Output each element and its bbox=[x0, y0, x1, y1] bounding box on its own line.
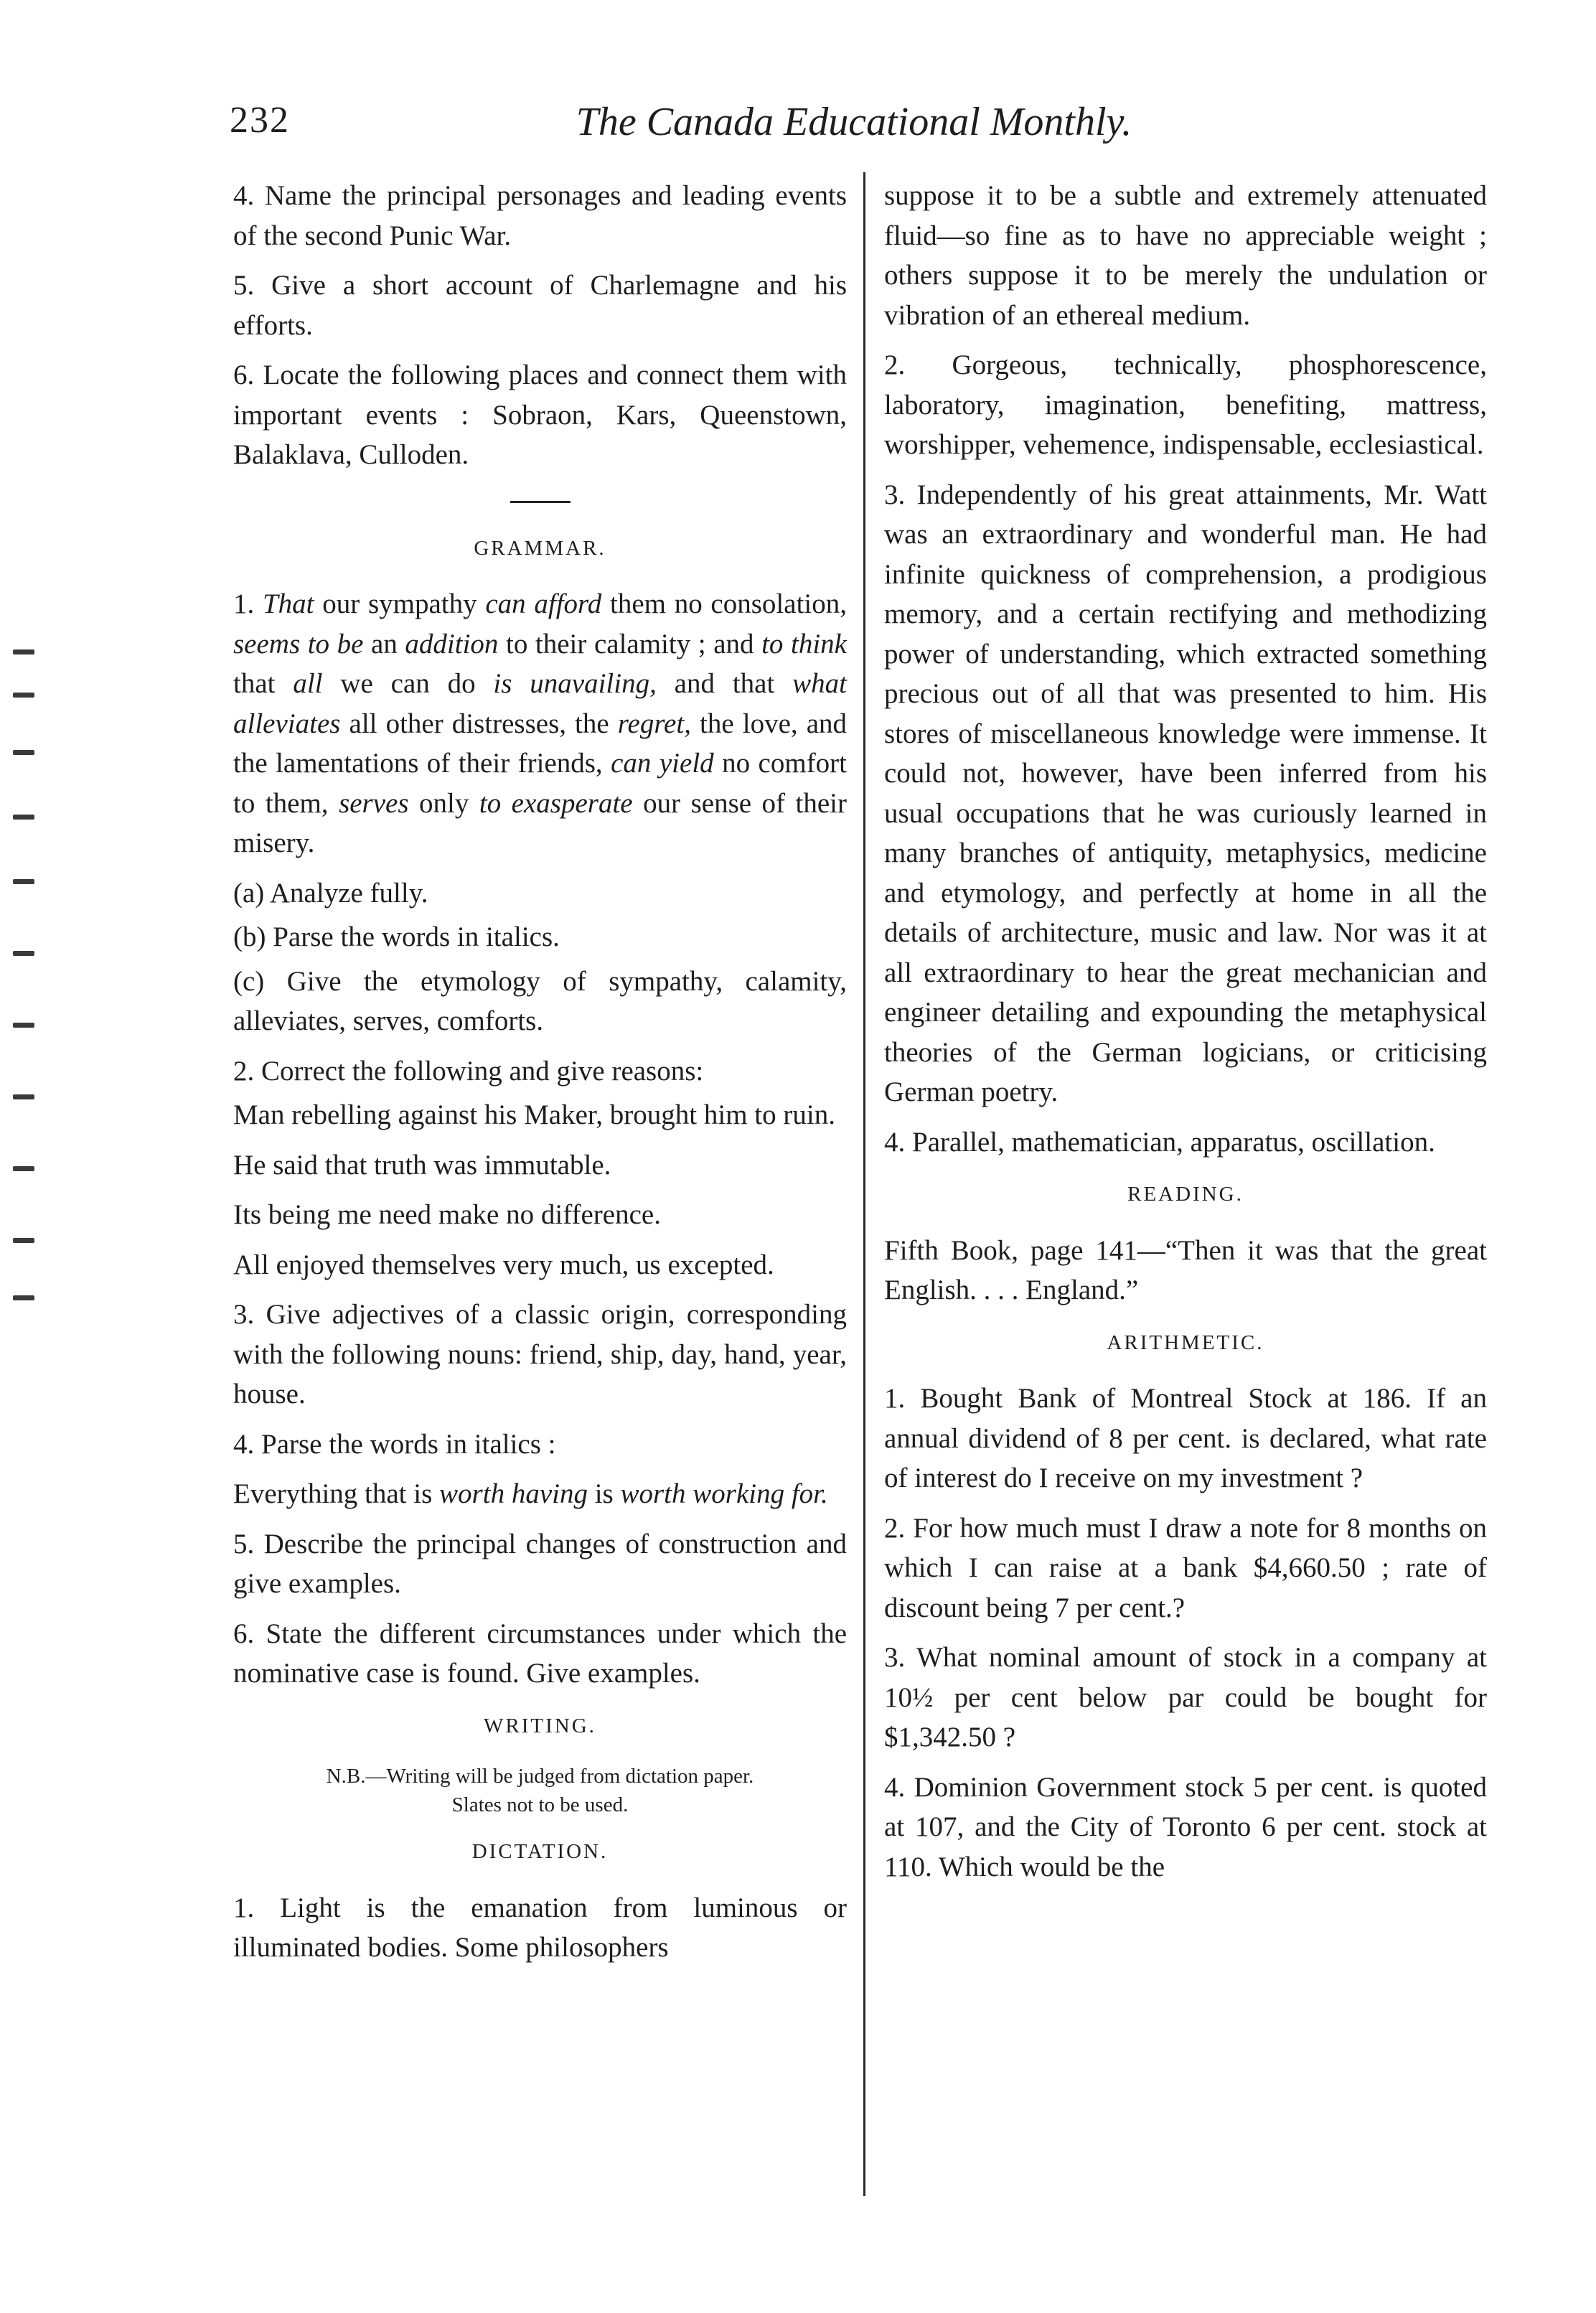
binding-mark bbox=[13, 1295, 34, 1300]
dictation-text: 1. Light is the emanation from luminous or illuminated bodies. Some philosophers bbox=[233, 1892, 847, 1963]
column-divider bbox=[863, 172, 865, 2196]
grammar-question-5: 5. Describe the principal changes of construction and give examples. bbox=[233, 1528, 847, 1599]
writing-note-line: N.B.—Writing will be judged from dictation paper. bbox=[326, 1765, 754, 1788]
left-column bbox=[233, 176, 847, 1978]
binding-marks bbox=[7, 649, 50, 1310]
history-question-6: 6. Locate the following places and connect them with important events : Sobraon, Kars, Queenstown, Balaklava, Culloden. bbox=[233, 360, 847, 470]
page-header bbox=[230, 99, 1478, 156]
reading-heading: READING. bbox=[1127, 1183, 1244, 1206]
history-question-4: 4. Name the principal personages and leading events of the second Punic War. bbox=[233, 180, 847, 251]
binding-mark bbox=[13, 1238, 34, 1243]
right-column bbox=[884, 176, 1487, 1897]
binding-mark bbox=[13, 1023, 34, 1028]
binding-mark bbox=[13, 1166, 34, 1171]
grammar-question-2: 2. Correct the following and give reasons: bbox=[233, 1055, 704, 1087]
grammar-question-4: 4. Parse the words in italics : bbox=[233, 1428, 556, 1460]
binding-mark bbox=[13, 879, 34, 884]
writing-note bbox=[233, 1762, 847, 1819]
arithmetic-question-4: 4. Dominion Government stock 5 per cent. is quoted at 107, and the City of Toronto 6 per cent. stock at 110. Which would be the bbox=[884, 1771, 1487, 1882]
grammar-question-6: 6. State the different circumstances under which the nominative case is found. Give examples. bbox=[233, 1618, 847, 1689]
dictation-question-3: 3. Independently of his great attainments, Mr. Watt was an extraordinary and wonderful man. He had infinite quickness of comprehension, a prodigious memory, and a certain rectifying and methodizing power of understanding, which extracted something precious out of all that was presented to him. His stores of miscellaneous knowledge were immense. It could not, however, have been inferred from his usual occupations that he was curiously learned in many branches of antiquity, metaphysics, medicine and etymology, and perfectly at home in all the details of architecture, music and law. Nor was it at all extraordinary to hear the great mechanician and engineer detailing and expounding the metaphysical theories of the German logicians, or criticising German poetry. bbox=[884, 479, 1487, 1107]
section-rule bbox=[510, 501, 571, 503]
dictation-question-2: 2. Gorgeous, technically, phosphorescence, laboratory, imagination, benefiting, mattress, worshipper, vehemence, indispensable, ecclesiastical. bbox=[884, 349, 1487, 460]
history-question-5: 5. Give a short account of Charlemagne and his efforts. bbox=[233, 270, 847, 341]
journal-title: The Canada Educational Monthly. bbox=[576, 100, 1132, 144]
arithmetic-question-3: 3. What nominal amount of stock in a company at 10½ per cent below par could be bought for $1,342.50 ? bbox=[884, 1642, 1487, 1753]
binding-mark bbox=[13, 693, 34, 698]
grammar-sub-a: (a) Analyze fully. bbox=[233, 877, 428, 909]
binding-mark bbox=[13, 649, 34, 655]
dictation-heading: DICTATION. bbox=[471, 1840, 609, 1863]
grammar-question-3: 3. Give adjectives of a classic origin, corresponding with the following nouns: friend, ship, day, hand, year, house. bbox=[233, 1299, 847, 1409]
page-number: 232 bbox=[230, 100, 290, 141]
writing-heading: WRITING. bbox=[484, 1714, 596, 1737]
grammar-sub-b: (b) Parse the words in italics. bbox=[233, 921, 560, 952]
correction-item: All enjoyed themselves very much, us excepted. bbox=[233, 1249, 774, 1280]
correction-item: Its being me need make no difference. bbox=[233, 1199, 661, 1230]
grammar-sub-c: (c) Give the etymology of sympathy, calamity, alleviates, serves, comforts. bbox=[233, 965, 847, 1036]
arithmetic-question-1: 1. Bought Bank of Montreal Stock at 186. If an annual dividend of 8 per cent. is declared, what rate of interest do I receive on my investment ? bbox=[884, 1383, 1487, 1493]
correction-item: Man rebelling against his Maker, brought him to ruin. bbox=[233, 1099, 835, 1130]
binding-mark bbox=[13, 951, 34, 956]
reading-text: Fifth Book, page 141—“Then it was that the great English. . . . England.” bbox=[884, 1234, 1487, 1305]
dictation-question-4: 4. Parallel, mathematician, apparatus, oscillation. bbox=[884, 1126, 1435, 1158]
binding-mark bbox=[13, 815, 34, 820]
grammar-question-4-sentence: Everything that is worth having is worth working for. bbox=[233, 1478, 828, 1509]
grammar-heading: GRAMMAR. bbox=[474, 536, 606, 560]
dictation-continued: suppose it to be a subtle and extremely attenuated fluid—so fine as to have no appreciable weight ; others suppose it to be merely the undulation or vibration of an ethereal medium. bbox=[884, 180, 1487, 331]
binding-mark bbox=[13, 1094, 34, 1099]
correction-item: He said that truth was immutable. bbox=[233, 1149, 611, 1181]
grammar-question-1: 1. That our sympathy can afford them no consolation, seems to be an addition to their calamity ; and to think that all we can do is unavailing, and that what alleviates all other distresses, the regret, the love, and the lamentations of their friends, can yield no comfort to them, serves only to exasperate our sense of their misery. bbox=[233, 588, 848, 858]
writing-note-line: Slates not to be used. bbox=[451, 1793, 629, 1816]
arithmetic-question-2: 2. For how much must I draw a note for 8 months on which I can raise at a bank $4,660.50 ; rate of discount being 7 per cent.? bbox=[884, 1512, 1487, 1623]
arithmetic-heading: ARITHMETIC. bbox=[1107, 1331, 1264, 1354]
binding-mark bbox=[13, 750, 34, 755]
